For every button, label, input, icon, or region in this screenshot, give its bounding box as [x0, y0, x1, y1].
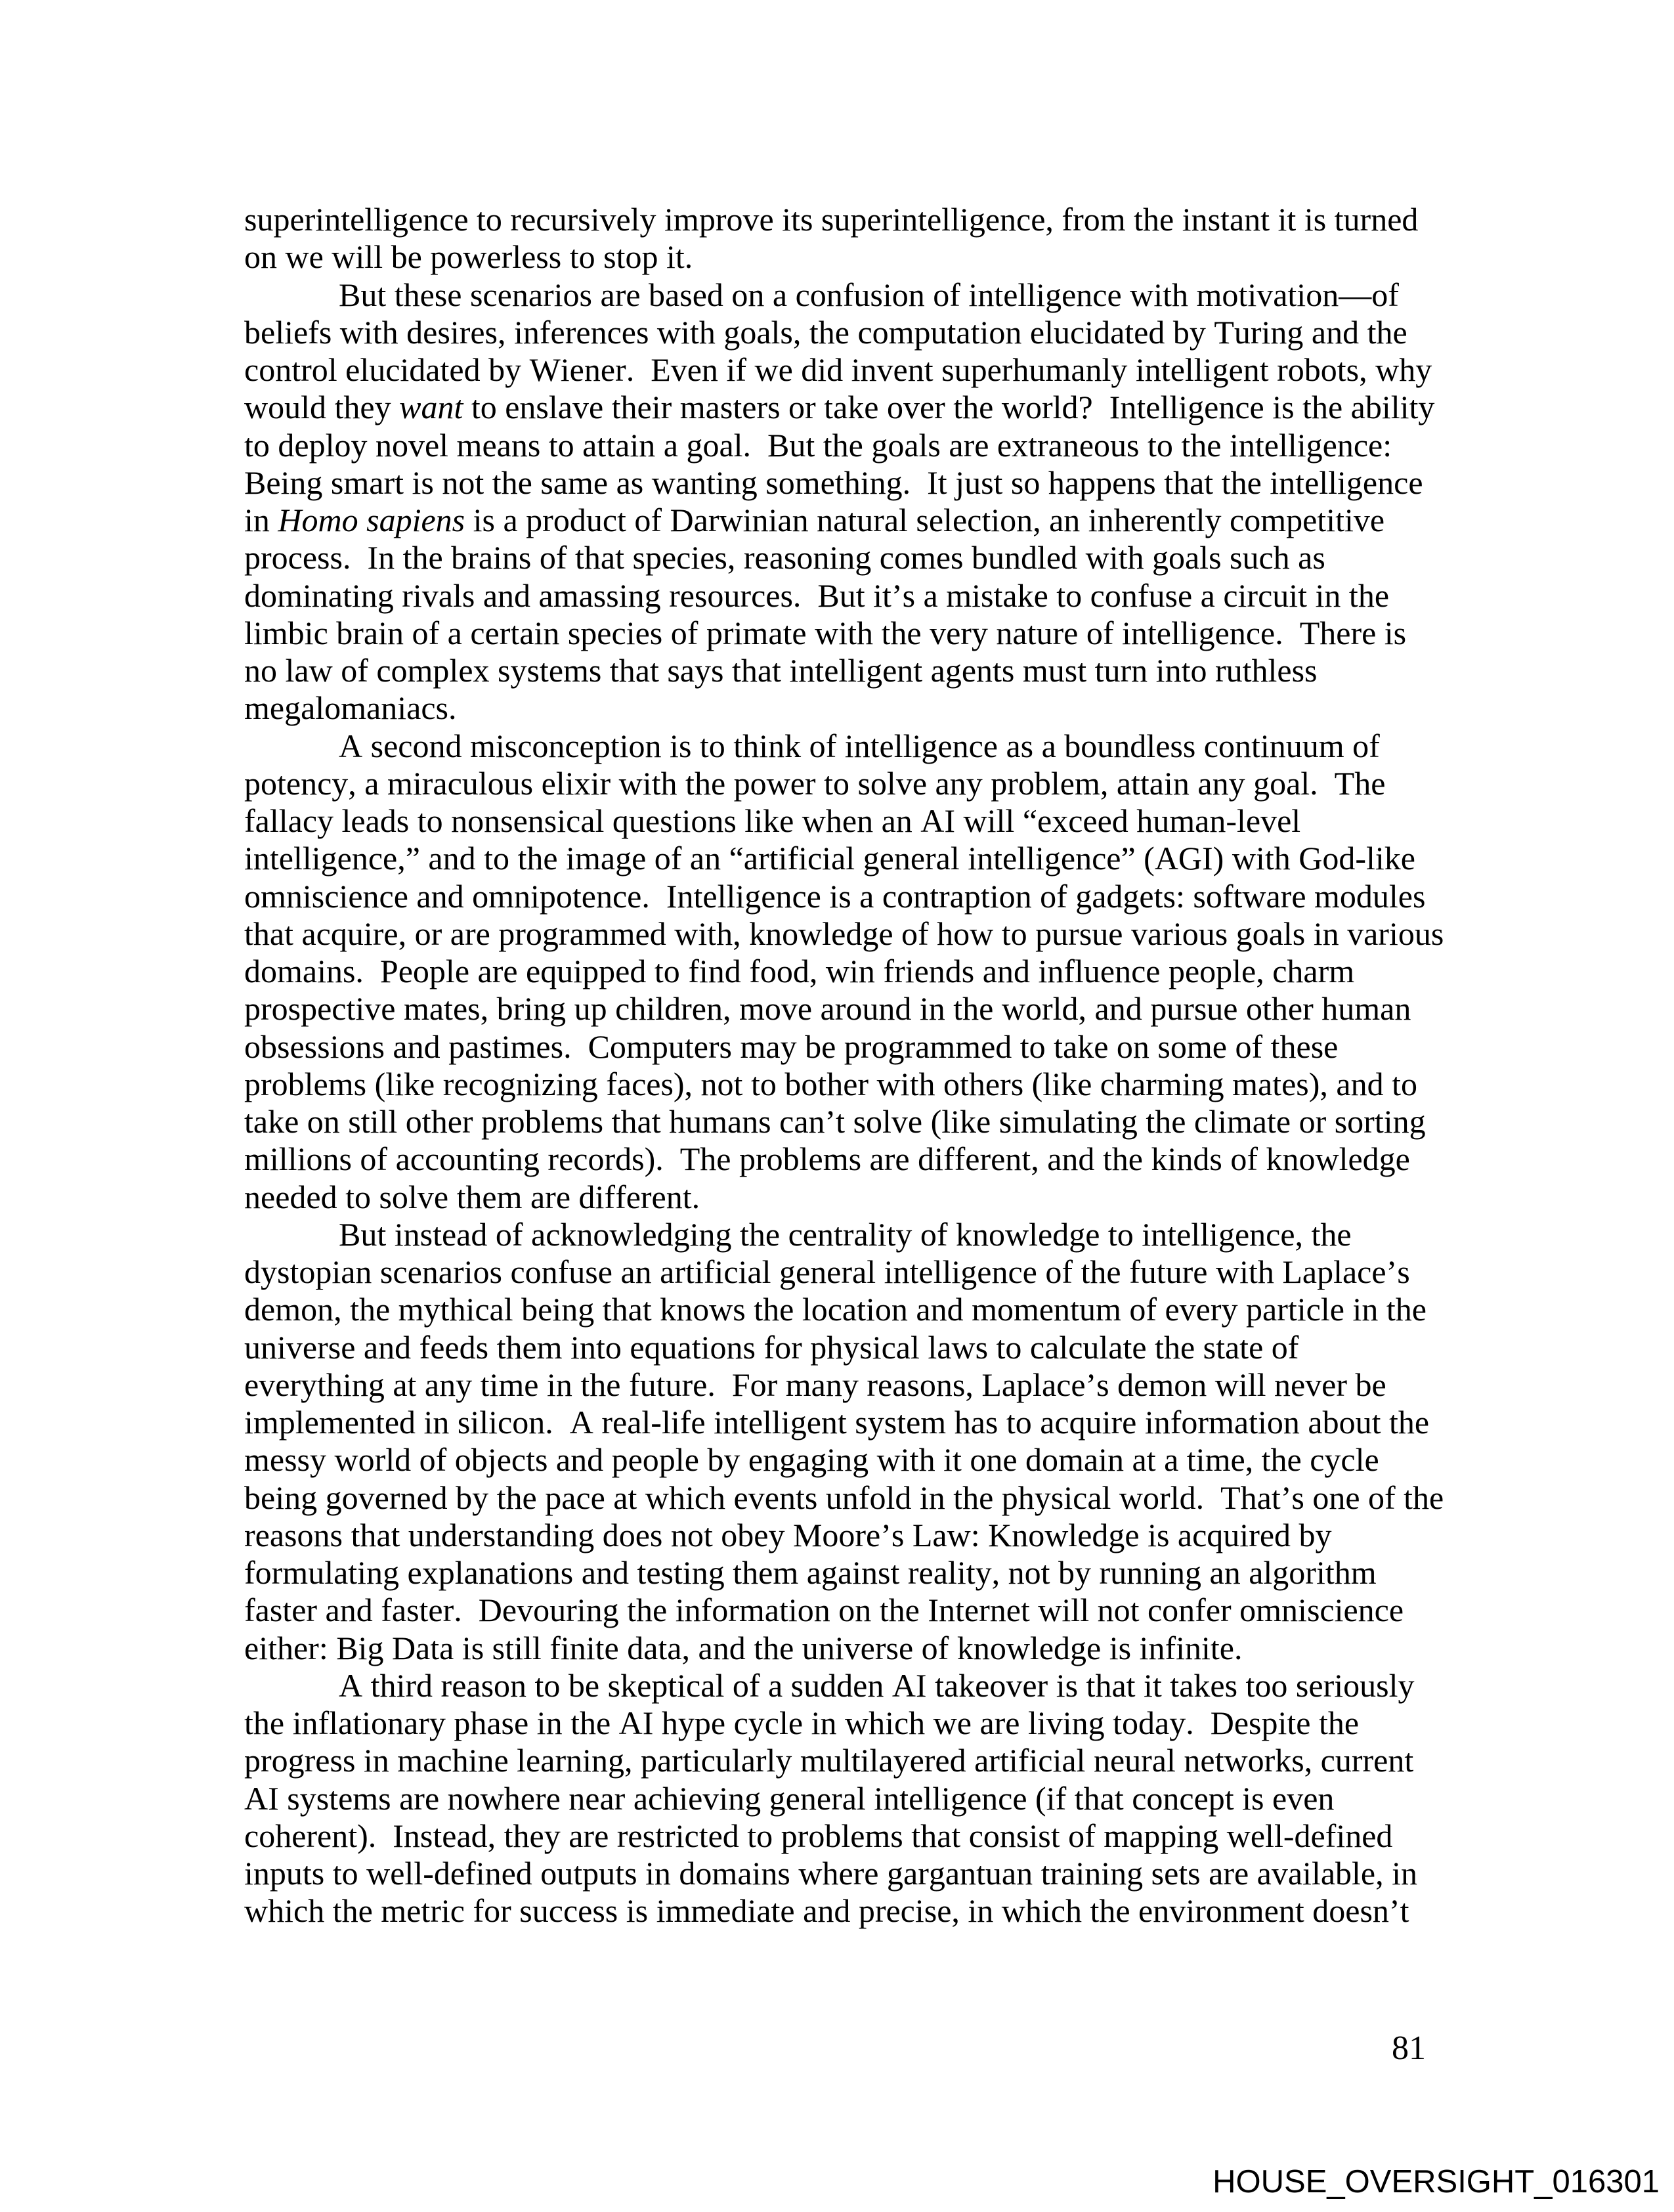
text-run: superintelligence to recursively improve its superintelligence, from the instant it is turned on we will be powerless to stop it. — [244, 201, 1427, 276]
text-run: to enslave their masters or take over the world? Intelligence is the ability to deploy novel means to attain a goal. But the goals are extraneous to the intelligence: Being smart is not the same as wanting something. It just so happens that the intelligence in — [244, 389, 1443, 538]
text-run: A second misconception is to think of intelligence as a boundless continuum of potency, a miraculous elixir with the power to solve any problem, attain any goal. The fallacy leads to nonsensical questions like when an AI will “exceed human-level intelligence,” and to the image of an “artificial general intelligence” (AGI) with God-like omniscience and omnipotence. Intelligence is a contraption of gadgets: software modules that acquire, or are programmed with, knowledge of how to pursue various goals in various domains. People are equipped to find food, win friends and influence people, charm prospective mates, bring up children, move around in the world, and pursue other human obsessions and pastimes. Computers may be programmed to take on some of these problems (like recognizing faces), not to bother with others (like charming mates), and to take on still other problems that humans can’t solve (like simulating the climate or sorting millions of accounting records). The problems are different, and the kinds of knowledge needed to solve them are different. — [244, 727, 1452, 1215]
text-run: But instead of acknowledging the centrality of knowledge to intelligence, the dystopian scenarios confuse an artificial general intelligence of the future with Laplace’s demon, the mythical being that knows the location and momentum of every particle in the universe and feeds them into equations for physical laws to calculate the state of everything at any time in the future. For many reasons, Laplace’s demon will never be implemented in silicon. A real-life intelligent system has to acquire information about the messy world of objects and people by engaging with it one domain at a time, the cycle being governed by the pace at which events unfold in the physical world. That’s one of the reasons that understanding does not obey Moore’s Law: Knowledge is acquired by formulating explanations and testing them against reality, not by running an algorithm faster and faster. Devouring the information on the Internet will not confer omniscience either: Big Data is still finite data, and the universe of knowledge is infinite. — [244, 1215, 1452, 1666]
page-number: 81 — [1392, 2029, 1426, 2067]
italic-text-run: Homo sapiens — [278, 502, 465, 538]
text-body — [244, 201, 1452, 1930]
paragraph — [244, 201, 1446, 276]
text-run: But these scenarios are based on a confusion of intelligence with motivation—of beliefs with desires, inferences with goals, the computation elucidated by Turing and the control elucidated by Wiener. Even if we did invent superhumanly intelligent robots, why would they — [244, 276, 1440, 426]
text-run: is a product of Darwinian natural selection, an inherently competitive process. In the brains of that species, reasoning comes bundled with goals such as dominating rivals and amassing resources. But it’s a mistake to confuse a circuit in the limbic brain of a certain species of primate with the very nature of intelligence. There is no law of complex systems that says that intelligent agents must turn into ruthless megalomaniacs. — [244, 502, 1415, 727]
italic-text-run: want — [399, 389, 463, 426]
paragraph — [244, 1215, 1452, 1667]
paragraph — [244, 276, 1446, 727]
paragraph — [244, 1667, 1446, 1930]
bates-stamp: HOUSE_OVERSIGHT_016301 — [1213, 2164, 1660, 2200]
paragraph — [244, 727, 1452, 1216]
text-run: A third reason to be skeptical of a sudden AI takeover is that it takes too seriously the inflationary phase in the AI hype cycle in which we are living today. Despite the progress in machine learning, particularly multilayered artificial neural networks, current AI systems are nowhere near achieving general intelligence (if that concept is even coherent). Instead, they are restricted to problems that consist of mapping well-defined inputs to well-defined outputs in domains where gargantuan training sets are available, in which the metric for success is immediate and precise, in which the environment doesn’t — [244, 1666, 1426, 1930]
